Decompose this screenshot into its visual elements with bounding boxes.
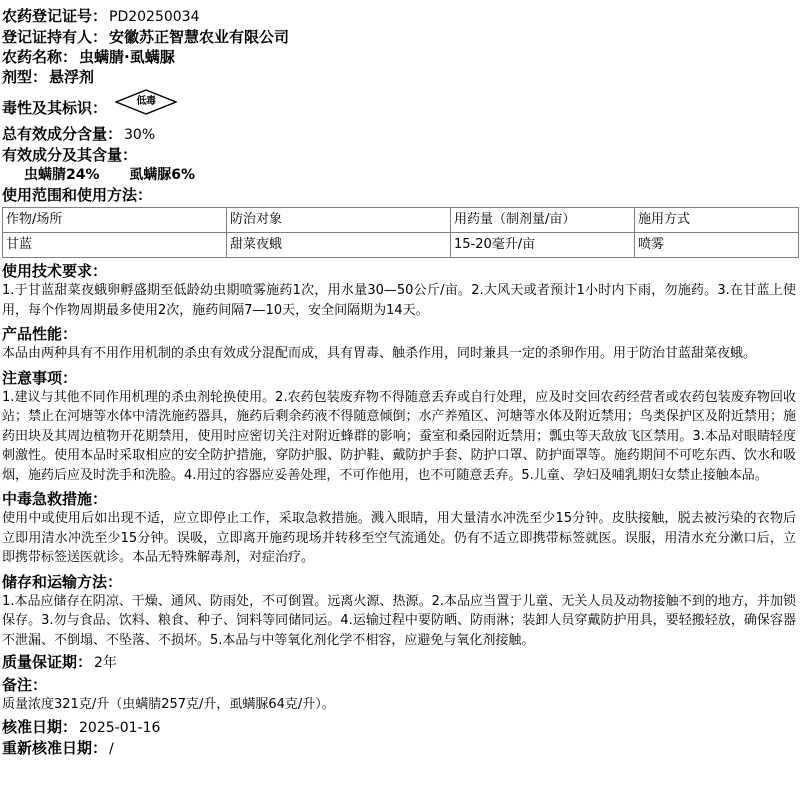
ai-list-label: 有效成分及其含量：: [2, 146, 138, 164]
total-ai-label: 总有效成分含量：: [2, 125, 123, 143]
approval-date-label: 核准日期：: [2, 717, 78, 736]
column-header-method: 施用方式: [635, 208, 799, 233]
product-name-value: 虫螨腈·虱螨脲: [79, 48, 175, 66]
holder-label: 登记证持有人：: [2, 28, 108, 46]
usage-table: [2, 207, 799, 258]
table-row: [3, 233, 799, 258]
cell-crop: 甘蓝: [3, 233, 227, 258]
ai-list-row: [2, 145, 798, 165]
reapproval-date-label: 重新核准日期：: [2, 738, 108, 757]
shelf-life-label: 质量保证期：: [2, 653, 93, 671]
cell-dosage: 15-20毫升/亩: [451, 233, 635, 258]
table-header-row: [3, 208, 799, 233]
formulation-label: 剂型：: [2, 68, 48, 86]
usage-heading: 使用范围和使用方法：: [2, 186, 153, 204]
ai-values-row: [2, 165, 798, 185]
registration-number-row: [2, 6, 798, 27]
total-ai-row: [2, 124, 798, 145]
ai-1-value: 虫螨腈24%: [24, 167, 100, 183]
product-name-label: 农药名称：: [2, 48, 78, 66]
reapproval-date-row: [2, 738, 798, 759]
toxicity-label: 毒性及其标识：: [2, 99, 108, 117]
cell-method: 喷雾: [635, 233, 799, 258]
first-aid-body: 使用中或使用后如出现不适，应立即停止工作，采取急救措施。溅入眼睛，用大量清水冲洗至少15分钟。皮肤接触，脱去被污染的衣物后立即用清水冲洗至少15分钟。误吸，立即离开施药现场并转移至空气流通处。仍有不适立即携带标签就医。误服，用清水充分漱口后，立即携带标签送医就诊。本品无特殊解毒剂，对症治疗。: [2, 511, 796, 565]
technical-requirements-body: 1.于甘蓝甜菜夜蛾卵孵盛期至低龄幼虫期喷雾施药1次，用水量30—50公斤/亩。2.大风天或者预计1小时内下雨，勿施药。3.在甘蓝上使用，每个作物周期最多使用2次，施药间隔7—10天，安全间隔期为14天。: [2, 283, 796, 318]
precautions-body: 1.建议与其他不同作用机理的杀虫剂轮换使用。2.农药包装废弃物不得随意丢弃或自行处理，应及时交回农药经营者或农药包装废弃物回收站；禁止在河塘等水体中清洗施药器具，施药后剩余药液不得随意倾倒；水产养殖区、河塘等水体及附近禁用；鸟类保护区及附近禁用；施药田块及其周边植物开花期禁用，使用时应密切关注对附近蜂群的影响；蚕室和桑园附近禁用；瓢虫等天敌放飞区禁用。3.本品对眼睛轻度刺激性。使用本品时采取相应的安全防护措施，穿防护服、防护鞋、戴防护手套、防护口罩、防护面罩等。施药期间不可吃东西、饮水和吸烟，施药后应及时洗手和洗脸。4.用过的容器应妥善处理，不可作他用，也不可随意丢弃。5.儿童、孕妇及哺乳期妇女禁止接触本品。: [2, 389, 796, 483]
registration-number-value: PD20250034: [109, 9, 200, 25]
shelf-life-row: [2, 652, 798, 673]
remarks-heading: 备注：: [2, 676, 48, 694]
product-name-row: [2, 47, 798, 67]
reapproval-date-value: /: [109, 740, 114, 757]
precautions-heading: 注意事项：: [2, 368, 78, 387]
remarks-body: 质量浓度321克/升（虫螨腈257克/升，虱螨脲64克/升）。: [2, 697, 335, 712]
product-performance-heading: 产品性能：: [2, 325, 78, 343]
low-toxicity-diamond-icon: [115, 89, 177, 115]
shelf-life-value: 2年: [94, 655, 117, 671]
product-performance-body: 本品由两种具有不用作用机制的杀虫有效成分混配而成，具有胃毒、触杀作用，同时兼具一定的杀卵作用。用于防治甘蓝甜菜夜蛾。: [2, 346, 757, 361]
low-toxicity-text: 低毒: [136, 96, 156, 107]
storage-transport-body: 1.本品应储存在阴凉、干燥、通风、防雨处，不可倒置。远离火源、热源。2.本品应当置于儿童、无关人员及动物接触不到的地方，并加锁保存。3.勿与食品、饮料、粮食、种子、饲料等同储同运。4.运输过程中要防晒、防雨淋；装卸人员穿戴防护用具，要轻搬轻放，确保容器不泄漏、不倒塌、不坠落、不损坏。5.本品与中等氧化剂化学不相容，应避免与氧化剂接触。: [2, 593, 796, 648]
ai-2-value: 虱螨脲6%: [129, 167, 196, 183]
column-header-crop: 作物/场所: [3, 208, 227, 233]
column-header-dosage: 用药量（制剂量/亩）: [451, 208, 635, 233]
formulation-value: 悬浮剂: [49, 68, 95, 86]
cell-target: 甜菜夜蛾: [227, 233, 451, 258]
formulation-row: [2, 67, 798, 87]
storage-transport-heading: 储存和运输方法：: [2, 572, 123, 591]
column-header-target: 防治对象: [227, 208, 451, 233]
approval-date-row: [2, 717, 798, 738]
toxicity-symbol: [115, 89, 177, 115]
approval-date-value: 2025-01-16: [79, 719, 161, 736]
registration-number-label: 农药登记证号：: [2, 7, 108, 25]
holder-row: [2, 27, 798, 47]
first-aid-heading: 中毒急救措施：: [2, 490, 108, 508]
toxicity-row: [2, 87, 798, 118]
technical-requirements-heading: 使用技术要求：: [2, 262, 108, 280]
holder-value: 安徽苏正智慧农业有限公司: [109, 28, 290, 46]
total-ai-value: 30%: [124, 127, 156, 143]
